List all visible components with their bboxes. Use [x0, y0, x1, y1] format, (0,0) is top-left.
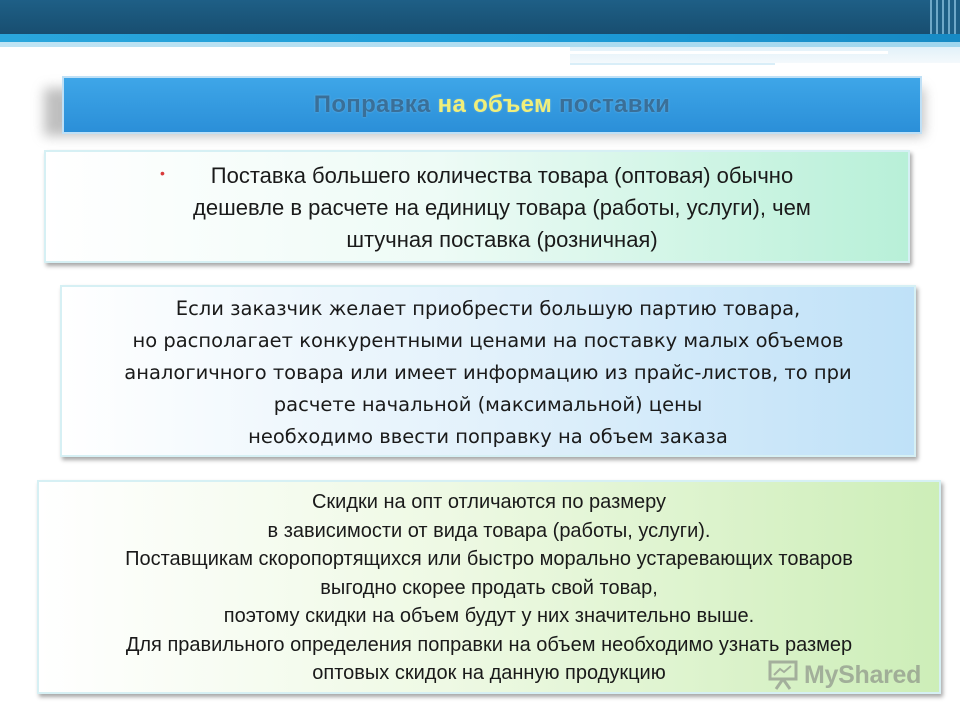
bullet-icon: • — [160, 165, 165, 181]
header-accent-band — [0, 34, 960, 42]
title-part1: Поправка — [313, 91, 431, 118]
header-fade — [570, 47, 960, 63]
watermark-text: MyShared — [804, 660, 922, 689]
header-line — [570, 51, 888, 54]
discount-line-3: Поставщикам скоропортящихся или быстро морально устаревающих товаров — [125, 548, 853, 570]
customer-line-2: но располагает конкурентными ценами на поставку малых объемов — [132, 329, 844, 352]
watermark — [768, 657, 928, 693]
customer-line-4: расчете начальной (максимальной) цены — [273, 393, 703, 416]
bullet-line-2: дешевле в расчете на единицу товара (работы, услуги), чем — [193, 195, 811, 220]
customer-box — [60, 285, 916, 457]
header-line-2 — [570, 63, 775, 65]
discount-line-2: в зависимости от вида товара (работы, услуги). — [267, 519, 711, 542]
bullet-line-3: штучная поставка (розничная) — [346, 227, 658, 252]
discount-line-4: выгодно скорее продать свой товар, — [320, 576, 658, 599]
title-banner — [62, 76, 922, 134]
discount-line-6: Для правильного определения поправки на объем необходимо узнать размер — [125, 633, 853, 656]
bullet-line-1: Поставка большего количества товара (оптовая) обычно — [210, 163, 794, 188]
discount-line-7: оптовых скидок на данную продукцию — [312, 662, 666, 684]
customer-line-5: необходимо ввести поправку на объем заказа — [248, 425, 728, 448]
slide-title — [314, 91, 670, 119]
discount-line-5: поэтому скидки на объем будут у них значительно выше. — [223, 605, 755, 627]
title-part3: поставки — [559, 91, 671, 118]
customer-line-3: аналогичного товара или имеет информацию из прайс-листов, то при — [124, 361, 852, 384]
title-highlight: на объем — [437, 91, 553, 118]
discount-line-1: Скидки на опт отличаются по размеру — [311, 491, 667, 513]
bullet-box — [44, 150, 910, 263]
header-band — [0, 0, 960, 34]
customer-line-1: Если заказчик желает приобрести большую партию товара, — [175, 297, 801, 320]
presentation-board-icon — [768, 659, 798, 691]
